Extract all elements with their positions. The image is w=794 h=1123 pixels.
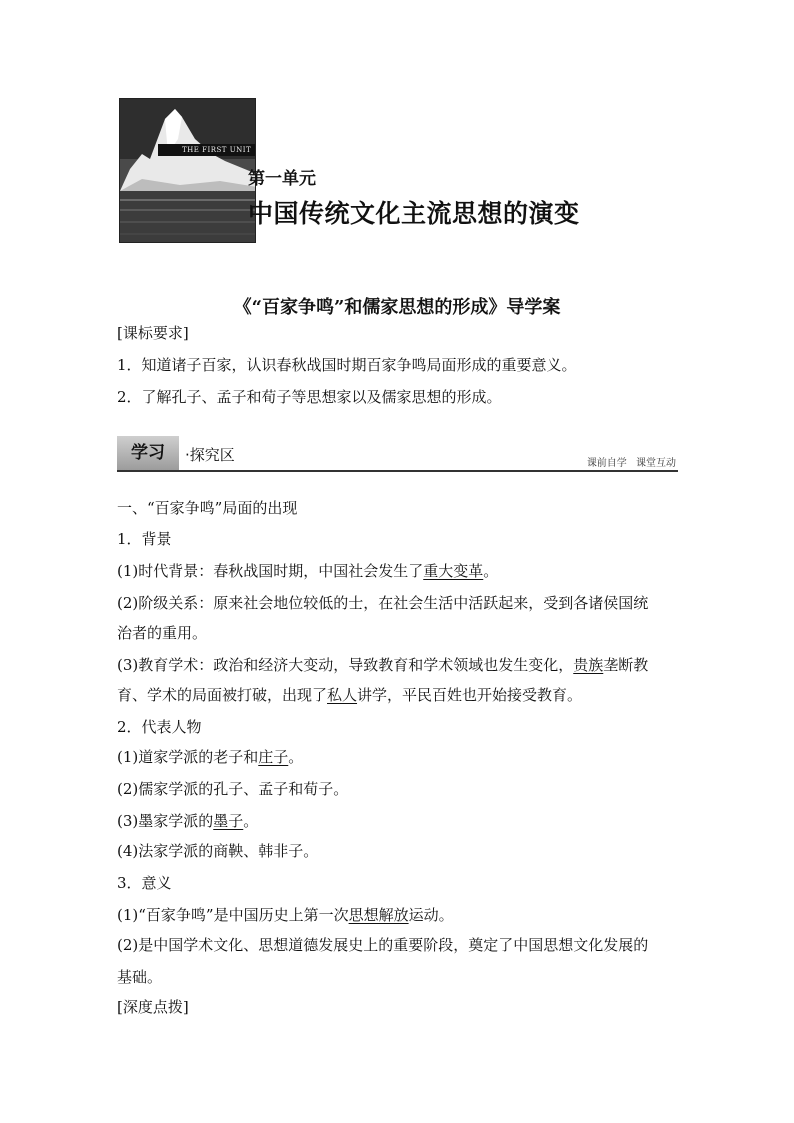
background-item-2-line-2: 治者的重用。 [117, 624, 208, 642]
heading-background: 1．背景 [117, 530, 172, 548]
standards-heading: [课标要求] [117, 324, 189, 342]
section-right-label: 课前自学 课堂互动 [586, 458, 676, 469]
background-item-1 [117, 560, 498, 582]
text: 讲学，平民百姓也开始接受教育。 [357, 686, 583, 704]
text: 运动。 [408, 906, 454, 924]
unit-title: 中国传统文化主流思想的演变 [248, 199, 580, 228]
text: 。 [483, 562, 499, 580]
text: 育、学术的局面被打破，出现了 [117, 686, 328, 704]
text: (1)“百家争鸣”是中国历史上第一次 [117, 906, 349, 924]
underlined-answer: 思想解放 [348, 906, 409, 924]
document-title: 《“百家争鸣”和儒家思想的形成》导学案 [233, 297, 561, 318]
heading-emergence: 一、“百家争鸣”局面的出现 [117, 499, 298, 517]
underlined-answer: 重大变革 [423, 562, 484, 580]
iceberg-illustration [120, 99, 256, 243]
heading-representatives: 2．代表人物 [117, 718, 202, 736]
heading-significance: 3．意义 [117, 874, 172, 892]
background-item-3-line-2 [117, 684, 582, 706]
underlined-answer: 私人 [327, 686, 358, 704]
standards-item-1: 1．知道诸子百家，认识春秋战国时期百家争鸣局面形成的重要意义。 [117, 356, 577, 374]
underlined-answer: 墨子 [213, 812, 244, 830]
unit-cover-image [119, 98, 256, 243]
standards-item-2: 2．了解孔子、孟子和荀子等思想家以及儒家思想的形成。 [117, 388, 502, 406]
text: (1)时代背景：春秋战国时期，中国社会发生了 [117, 562, 424, 580]
section-subtitle: ·探究区 [185, 446, 235, 464]
background-item-2-line-1: (2)阶级关系：原来社会地位较低的士，在社会生活中活跃起来，受到各诸侯国统 [117, 594, 649, 612]
section-rule [117, 470, 678, 472]
deep-insight-heading: [深度点拨] [117, 998, 189, 1016]
representative-4: (4)法家学派的商鞅、韩非子。 [117, 842, 319, 860]
section-tab: 学习 [117, 436, 179, 470]
significance-2-line-1: (2)是中国学术文化、思想道德发展史上的重要阶段，奠定了中国思想文化发展的 [117, 936, 649, 954]
representative-2: (2)儒家学派的孔子、孟子和荀子。 [117, 780, 349, 798]
text: 垄断教 [603, 656, 649, 674]
significance-2-line-2: 基础。 [117, 968, 163, 986]
unit-banner: THE FIRST UNIT [158, 144, 256, 156]
representative-3 [117, 810, 258, 832]
text: (3)教育学术：政治和经济大变动，导致教育和学术领域也发生变化， [117, 656, 574, 674]
underlined-answer: 贵族 [573, 656, 604, 674]
significance-1 [117, 904, 454, 926]
underlined-answer: 庄子 [258, 748, 289, 766]
text: 。 [288, 748, 304, 766]
unit-label: 第一单元 [248, 169, 316, 189]
text: 。 [243, 812, 259, 830]
text: (1)道家学派的老子和 [117, 748, 259, 766]
background-item-3-line-1 [117, 654, 648, 676]
text: (3)墨家学派的 [117, 812, 214, 830]
representative-1 [117, 746, 303, 768]
section-bar [117, 436, 678, 472]
